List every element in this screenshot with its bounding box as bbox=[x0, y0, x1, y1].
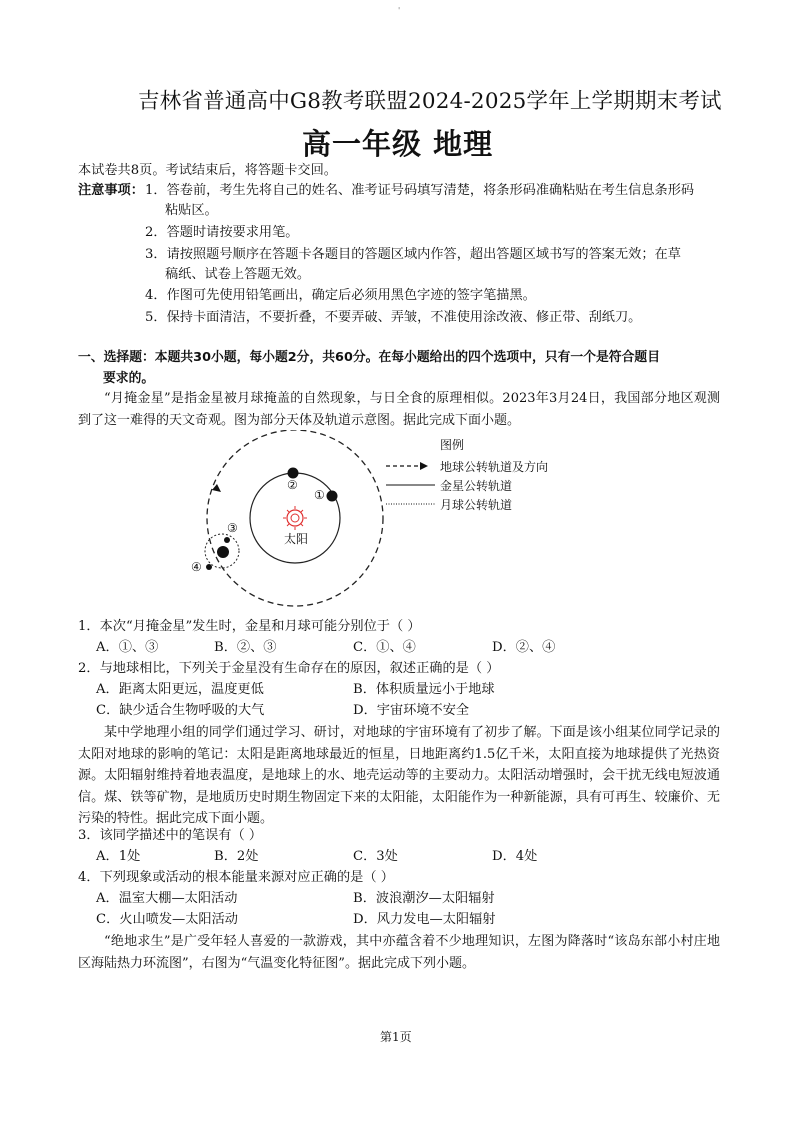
q2-option-c: C．缺少适合生物呼吸的大气 bbox=[96, 703, 265, 718]
question-1-stem: 1．本次“月掩金星”发生时，金星和月球可能分别位于（ ） bbox=[78, 619, 421, 634]
passage-2: 某中学地理小组的同学们通过学习、研讨，对地球的宇宙环境有了初步了解。下面是该小组某位同学记录的太阳对地球的影响的笔记：太阳是距离地球最近的恒星，日地距离约1.5亿千米，太阳直接为地球提供了光热资源。太阳辐射维持着地表温度，是地球上的水、地壳运动等的主要动力。太阳活动增强时，会干扰无线电短波通信。煤、铁等矿物，是地质历史时期生物固定下来的太阳能，太阳能作为一种新能源，具有可再生、较廉价、无污染的特性。据此完成下面小题。 bbox=[78, 725, 720, 826]
earth-body bbox=[217, 546, 229, 558]
venus-position-2 bbox=[288, 468, 299, 479]
marker-3: ③ bbox=[227, 521, 238, 535]
q4-option-a: A．温室大棚—太阳活动 bbox=[96, 891, 238, 906]
marker-4: ④ bbox=[191, 560, 202, 574]
moon-position-3 bbox=[224, 537, 230, 543]
note-3: 3．请按照题号顺序在答题卡各题目的答题区域内作答，超出答题区域书写的答案无效；在草 bbox=[145, 247, 681, 262]
venus-position-1 bbox=[327, 491, 338, 502]
question-3-stem: 3．该同学描述中的笔误有（ ） bbox=[78, 828, 263, 843]
orbit-direction-arrow bbox=[212, 484, 221, 492]
q4-option-b: B．波浪潮汐—太阳辐射 bbox=[353, 891, 495, 906]
q2-option-b: B．体积质量远小于地球 bbox=[353, 682, 495, 697]
passage-3: “绝地求生”是广受年轻人喜爱的一款游戏，其中亦蕴含着不少地理知识，左图为降落时“该岛东部小村庄地区海陆热力环流图”，右图为“气温变化特征图”。据此完成下列小题。 bbox=[78, 934, 720, 971]
q2-option-a: A．距离太阳更远，温度更低 bbox=[96, 682, 264, 697]
passage-1: “月掩金星”是指金星被月球掩盖的自然现象，与日全食的原理相似。2023年3月24日，我国部分地区观测到了这一难得的天文奇观。图为部分天体及轨道示意图。据此完成下面小题。 bbox=[78, 391, 720, 428]
marker-2: ② bbox=[287, 478, 298, 492]
section-heading-cont: 要求的。 bbox=[103, 371, 155, 386]
sun-icon bbox=[283, 506, 307, 530]
page-top-mark: ' bbox=[398, 6, 401, 15]
note-2: 2．答题时请按要求用笔。 bbox=[145, 225, 299, 240]
q3-option-b: B．2处 bbox=[214, 849, 259, 864]
q3-option-d: D．4处 bbox=[492, 849, 538, 864]
q1-option-a: A．①、③ bbox=[96, 640, 159, 655]
orbit-diagram bbox=[190, 430, 550, 610]
legend-title: 图例 bbox=[440, 438, 465, 452]
q1-option-c: C．①、④ bbox=[353, 640, 416, 655]
q4-option-d: D．风力发电—太阳辐射 bbox=[353, 912, 496, 927]
q3-option-c: C．3处 bbox=[353, 849, 398, 864]
q1-option-b: B．②、③ bbox=[214, 640, 277, 655]
q2-option-d: D．宇宙环境不安全 bbox=[353, 703, 470, 718]
q3-option-a: A．1处 bbox=[96, 849, 141, 864]
legend-item-venus-orbit: 金星公转轨道 bbox=[440, 479, 513, 493]
question-4-stem: 4．下列现象或活动的根本能量来源对应正确的是（ ） bbox=[78, 870, 394, 885]
section-heading: 一、选择题：本题共30小题，每小题2分，共60分。在每小题给出的四个选项中，只有一个是符合题目 bbox=[78, 350, 660, 365]
note-1-cont: 粘贴区。 bbox=[165, 203, 218, 218]
note-5: 5．保持卡面清洁，不要折叠，不要弄破、弄皱，不准使用涂改液、修正带、刮纸刀。 bbox=[145, 310, 642, 325]
note-1: 1．答卷前，考生先将自己的姓名、准考证号码填写清楚，将条形码准确粘贴在考生信息条形码 bbox=[145, 183, 695, 198]
intro-text: 本试卷共8页。考试结束后，将答题卡交回。 bbox=[78, 163, 337, 178]
question-2-stem: 2．与地球相比，下列关于金星没有生命存在的原因，叙述正确的是（ ） bbox=[78, 661, 500, 676]
q1-option-d: D．②、④ bbox=[492, 640, 556, 655]
legend-item-moon-orbit: 月球公转轨道 bbox=[440, 498, 513, 512]
exam-title: 吉林省普通高中G8教考联盟2024-2025学年上学期期末考试 bbox=[138, 89, 722, 114]
note-3-cont: 稿纸、试卷上答题无效。 bbox=[165, 267, 311, 282]
legend-item-earth-orbit: 地球公转轨道及方向 bbox=[440, 460, 549, 474]
marker-1: ① bbox=[314, 488, 325, 502]
q4-option-c: C．火山喷发—太阳活动 bbox=[96, 912, 238, 927]
exam-subtitle: 高一年级 地理 bbox=[302, 127, 494, 161]
notes-label: 注意事项： bbox=[78, 183, 144, 198]
earth-orbit bbox=[207, 430, 383, 606]
sun-label: 太阳 bbox=[284, 532, 309, 546]
moon-position-4 bbox=[206, 564, 212, 570]
legend-arrow bbox=[420, 462, 428, 470]
page-footer: 第1页 bbox=[380, 1030, 412, 1044]
note-4: 4．作图可先使用铅笔画出，确定后必须用黑色字迹的签字笔描黑。 bbox=[145, 288, 536, 303]
